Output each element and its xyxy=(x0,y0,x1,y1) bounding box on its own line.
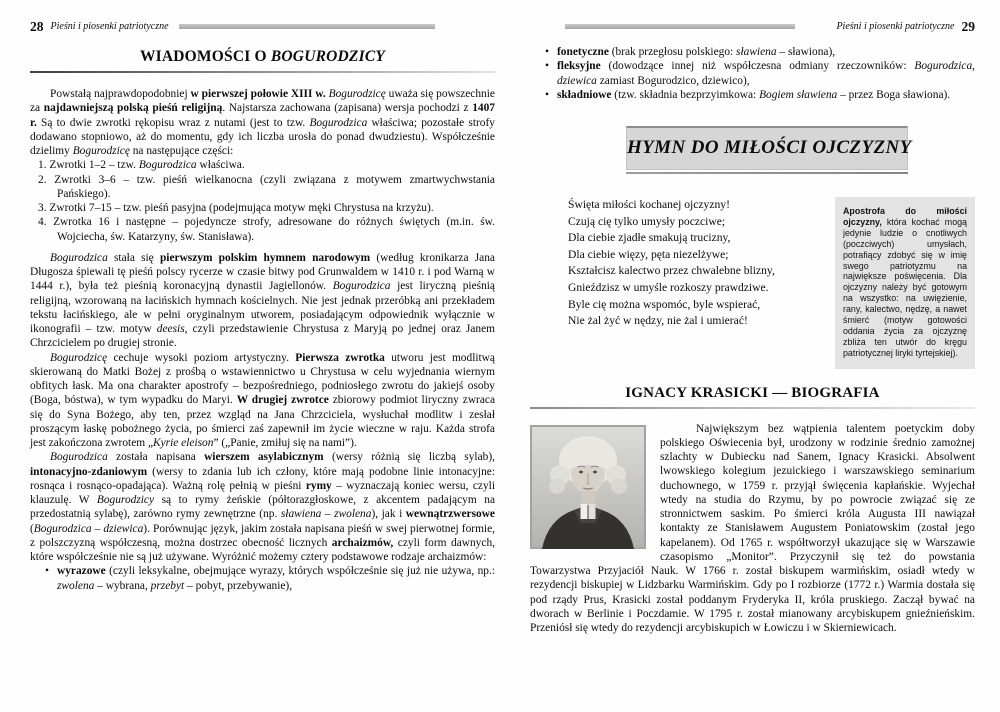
header-bar-right xyxy=(565,24,795,29)
biography-text: Największym bez wątpienia talentem poetyckim doby polskiego Oświecenia był, urodzony w rodzinie średnio zamożnej szlachty w Dubiecku nad Sanem, Ignacy Krasicki. Absolwent lwowskiego kolegium jezuickiego i warszawskiego seminarium duchownego, w 1759 r. przyjął święcenia kapłańskie. Wyjechał wtedy na studia do Rzymu, by po powrocie związać się ze stronnictwem saskim. Po śmierci króla Augusta III nawiązał kontakty ze Stanisławem Augustem Poniatowskim (został jego kapelanem). Od 1765 r. współtworzył ukazujące się w Warszawie czasopismo „Monitor”. Przyczynił się też do powstania Towarzystwa Przyjaciół Nauk. W 1766 r. został biskupem warmińskim, osiadł wtedy w rezydencji biskupiej w Lidzbarku Warmińskim. Gdy po I rozbiorze (1772 r.) Warmia dostała się pod rządy Prus, Krasicki został poddanym Fryderyka II, króla pruskiego. Zaczął bywać na dworach w Berlinie i Poczdamie. W 1795 r. został mianowany arcybiskupem gnieźnieńskim. Przeniósł się wtedy do rezydencji arcybiskupich w Łowiczu i w Skierniewicach. xyxy=(530,422,975,635)
paragraph-poziom-artystyczny: Bogurodzicę cechuje wysoki poziom artystyczny. Pierwsza zwrotka utworu jest modlitwą skierowaną do Matki Bożej z prośbą o wstawiennictwo u Chrystusa w celu wyjednania wiernym obfitych łask. Ma ona charakter apostrofy – bezpośredniego, podniosłego zwrotu do jakiejś osoby (Boga, bóstwa), w tym wypadku do Maryi. W drugiej zwrotce zbiorowy podmiot liryczny zwraca się do Syna Bożego, aby ten, przez wzgląd na Jana Chrzciciela, wysłuchał modlitw i zesłał proszącym łaskę pobożnego życia, po śmierci zaś zapewnił im życie wieczne w raju. Każda strofa jest zakończona zwrotem „Kyrie eleison” („Panie, zmiłuj się na nami”). xyxy=(30,351,495,449)
section-heading-wiadomosci: WIADOMOŚCI O BOGURODZICY xyxy=(139,48,386,65)
biography-block xyxy=(530,422,975,636)
numbered-item-4: 4. Zwrotka 16 i następne – pojedyncze strofy, adresowane do różnych świętych (m.in. św. Wojciecha, św. Katarzyny, św. Stanisława). xyxy=(38,216,495,243)
numbered-item-2: 2. Zwrotki 3–6 – tzw. pieśń wielkanocna (czyli związana z motywem zmartwychwstania Pańskiego). xyxy=(38,173,495,200)
page-number-right: 29 xyxy=(961,19,975,34)
poem-line: Dla ciebie zjadłe smakują trucizny, xyxy=(568,231,731,245)
page-number-left: 28 xyxy=(30,19,44,34)
section-heading-biografia: IGNACY KRASICKI — BIOGRAFIA xyxy=(625,384,880,401)
running-title-right: Pieśni i piosenki patriotyczne xyxy=(836,21,955,32)
paragraph-hymn-narodowy: Bogurodzica stała się pierwszym polskim hymnem narodowym (według kronikarza Jana Długosza śpiewali tę pieśń polscy rycerze w czasie bitwy pod Grunwaldem w 1410 r. i pod Warną w 1444 r.), była też pieśnią koronacyjną dynastii Jagiellonów. Bogurodzica jest liryczną pieśnią religijną, wzorowaną na łacińskich hymnach kościelnych. Nie jest jednak przeróbką ani przekładem tekstu łacińskiego, ale w pełni oryginalnym utworem, posiadającym odpowiednik wyłącznie w ikonografii – tzw. motyw deesis, czyli przedstawienie Chrystusa z Maryją po jednej oraz Janem Chrzcicielem po drugiej stronie. xyxy=(30,251,495,350)
bullet-text: wyrazowe (czyli leksykalne, obejmujące wyrazy, których współcześnie się już nie używa, np.: zwolena – wybrana, przebyt – pobyt, przebywanie), xyxy=(57,565,495,592)
heading-rule-left xyxy=(30,71,495,73)
poem-line: Święta miłości kochanej ojczyzny! xyxy=(568,198,730,211)
song-title-box xyxy=(626,126,912,174)
margin-note-apostrofa: Apostrofa do miłości ojczyzny, która kochać mogą jedynie ludzie o cnotliwych (poczciwych) umysłach, potrafiący zdobyć się w imię swego patriotyzmu na największe poświęcenia. Dla ojczyzny należy być gotowym na wszystko: na uwięzienie, rany, kalectwo, nędzę, a nawet śmierć (motyw gotowości oddania życia za ojczyznę zbliża ten utwór do kręgu patriotycznej liryki tyrtejskiej). xyxy=(835,197,975,369)
numbered-list xyxy=(30,158,495,244)
bullet-icon: • xyxy=(545,88,549,101)
poem-line: Byle cię można wspomóc, byle wspierać, xyxy=(568,297,761,311)
archaism-bullets xyxy=(530,45,975,102)
poem xyxy=(568,197,775,369)
page-right xyxy=(500,0,1000,712)
numbered-item-1: 1. Zwrotki 1–2 – tzw. Bogurodzica właściwa. xyxy=(38,159,245,172)
page-header-left xyxy=(30,20,495,33)
bullet-text: fonetyczne (brak przegłosu polskiego: sławiena – sławiona), xyxy=(557,46,836,58)
song-title: HYMN DO MIŁOŚCI OJCZYZNY xyxy=(627,137,912,158)
poem-line: Nie żal żyć w nędzy, nie żal i umierać! xyxy=(568,314,748,328)
paragraph-wiersz: Bogurodzica została napisana wierszem asylabicznym (wersy różnią się liczbą sylab), intonacyjno-zdaniowym (wersy to zdania lub ich człony, które mają podobne linie intonacyjne: rosnąca i rosnąco-opadająca). Ważną rolę pełnią w pieśni rymy – wyznaczają koniec wersu, czyli klauzulę. W Bogurodzicy są to rymy żeńskie (półtorazgłoskowe, z akcentem padającym na przedostatnią sylabę), zarówno rymy zewnętrzne (np. sławiena – zwolena), jak i wewnątrzwersowe (Bogurodzica – dziewica). Porównując język, jakim została napisana pieśń w swej pierwotnej formie, z polszczyzną współczesną, można dostrzec obecność licznych archaizmów, czyli form dawnych, które współcześnie nie są już używane. Wyróżnić możemy cztery podstawowe rodzaje archaizmów: xyxy=(30,451,496,563)
header-bar-left xyxy=(179,24,435,29)
bullet-item-skladniowe xyxy=(530,88,975,102)
krasicki-portrait-image xyxy=(530,425,646,549)
bullet-item-fonetyczne xyxy=(530,45,975,59)
bullet-item-fleksyjne xyxy=(530,59,975,88)
bullet-text: składniowe (tzw. składnia bezprzyimkowa: Bogiem sławiena – przez Boga sławiona). xyxy=(557,88,951,101)
paragraph-intro: Powstałą najprawdopodobniej w pierwszej połowie XIII w. Bogurodzicę uważa się powszechnie za najdawniejszą polską pieśń religijną. Najstarsza zachowana (zapisana) wersja pochodzi z 1407 r. Są to dwie zwrotki rękopisu wraz z nutami (jest to tzw. Bogurodzica właściwa; pozostałe strofy dodawano stopniowo, aż do momentu, gdy ich liczba urosła do ponad dwudziestu). Współcześnie dzielimy Bogurodzicę na następujące części: xyxy=(30,88,495,157)
song-title-box-face xyxy=(626,126,912,170)
poem-and-note xyxy=(530,197,975,369)
poem-line: Dla ciebie więzy, pęta niezelżywe; xyxy=(568,247,729,261)
numbered-item-3: 3. Zwrotki 7–15 – tzw. pieśń pasyjna (podejmująca motyw męki Chrystusa na krzyżu). xyxy=(38,202,434,214)
bullet-icon: • xyxy=(545,60,549,73)
song-title-box-shadow xyxy=(626,172,908,174)
heading-rule-right xyxy=(530,407,975,409)
page-header-right xyxy=(530,20,975,33)
bullet-icon: • xyxy=(545,46,549,58)
bullet-icon: • xyxy=(45,565,49,578)
bullet-item-wyrazowe xyxy=(30,564,495,593)
poem-line: Gnieździsz w umyśle rozkoszy prawdziwe. xyxy=(568,280,769,294)
poem-line: Kształcisz kalectwo przez chwalebne blizny, xyxy=(568,264,775,278)
running-title-left: Pieśni i piosenki patriotyczne xyxy=(50,21,169,32)
bullet-text: fleksyjne (dowodzące innej niż współczesna odmiany rzeczowników: Bogurodzica, dziewica zamiast Bogurodzico, dziewico), xyxy=(557,60,975,87)
poem-line: Czują cię tylko umysły poczciwe; xyxy=(568,214,726,228)
